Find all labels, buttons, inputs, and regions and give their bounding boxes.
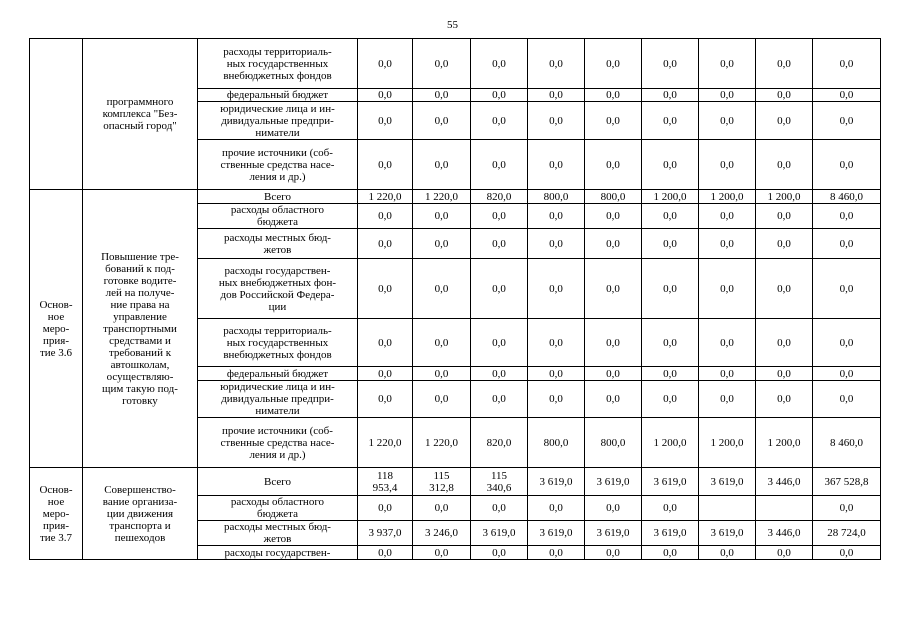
- amount-cell: 0,0: [585, 39, 642, 89]
- amount-cell: 0,0: [813, 259, 881, 319]
- amount-cell: 3 619,0: [528, 521, 585, 546]
- activity-description-cell: Повышение тре- бований к под- готовке водите- лей на получе- ние права на управление транспортными средствами и требований к автошколам, осуществляю- щим такую под- готовку: [83, 190, 198, 468]
- amount-cell: 0,0: [699, 89, 756, 102]
- amount-cell: 0,0: [413, 496, 471, 521]
- amount-cell: 0,0: [813, 229, 881, 259]
- amount-cell: 0,0: [413, 259, 471, 319]
- amount-cell: 0,0: [358, 39, 413, 89]
- amount-cell: 367 528,8: [813, 468, 881, 496]
- activity-description-cell: Совершенство- вание организа- ции движения транспорта и пешеходов: [83, 468, 198, 560]
- amount-cell: 1 200,0: [642, 190, 699, 204]
- amount-cell: 0,0: [471, 102, 528, 140]
- amount-cell: 3 619,0: [642, 468, 699, 496]
- amount-cell: 0,0: [813, 89, 881, 102]
- amount-cell: 0,0: [528, 496, 585, 521]
- amount-cell: 3 619,0: [471, 521, 528, 546]
- funding-source-cell: расходы местных бюд- жетов: [198, 521, 358, 546]
- funding-source-cell: Всего: [198, 190, 358, 204]
- funding-source-cell: расходы территориаль- ных государственных внебюджетных фондов: [198, 319, 358, 367]
- amount-cell: 0,0: [642, 319, 699, 367]
- amount-cell: 0,0: [358, 381, 413, 418]
- amount-cell: 0,0: [813, 367, 881, 381]
- amount-cell: 0,0: [471, 89, 528, 102]
- amount-cell: 0,0: [413, 89, 471, 102]
- amount-cell: 0,0: [528, 229, 585, 259]
- amount-cell: 3 619,0: [585, 468, 642, 496]
- amount-cell: 0,0: [358, 259, 413, 319]
- amount-cell: 0,0: [413, 319, 471, 367]
- amount-cell: 0,0: [358, 89, 413, 102]
- amount-cell: 0,0: [756, 89, 813, 102]
- amount-cell: 0,0: [756, 546, 813, 560]
- amount-cell: 28 724,0: [813, 521, 881, 546]
- amount-cell: 0,0: [642, 102, 699, 140]
- amount-cell: 0,0: [413, 39, 471, 89]
- page-number: 55: [447, 19, 458, 31]
- amount-cell: 0,0: [813, 546, 881, 560]
- amount-cell: 1 200,0: [642, 418, 699, 468]
- amount-cell: 0,0: [642, 140, 699, 190]
- amount-cell: 3 619,0: [642, 521, 699, 546]
- amount-cell: 0,0: [413, 229, 471, 259]
- amount-cell: 0,0: [756, 102, 813, 140]
- amount-cell: 0,0: [756, 259, 813, 319]
- amount-cell: 115 312,8: [413, 468, 471, 496]
- amount-cell: 0,0: [358, 546, 413, 560]
- amount-cell: 0,0: [756, 319, 813, 367]
- amount-cell: 0,0: [358, 140, 413, 190]
- funding-source-cell: федеральный бюджет: [198, 89, 358, 102]
- amount-cell: 0,0: [585, 546, 642, 560]
- amount-cell: 3 619,0: [528, 468, 585, 496]
- amount-cell: 8 460,0: [813, 418, 881, 468]
- amount-cell: 0,0: [642, 259, 699, 319]
- amount-cell: 0,0: [642, 204, 699, 229]
- funding-source-cell: юридические лица и ин- дивидуальные предпри- ниматели: [198, 381, 358, 418]
- amount-cell: 0,0: [413, 367, 471, 381]
- amount-cell: 0,0: [642, 229, 699, 259]
- amount-cell: 3 619,0: [699, 468, 756, 496]
- amount-cell: 0,0: [642, 496, 699, 521]
- funding-source-cell: юридические лица и ин- дивидуальные предпри- ниматели: [198, 102, 358, 140]
- amount-cell: 0,0: [813, 319, 881, 367]
- funding-source-cell: расходы областного бюджета: [198, 204, 358, 229]
- amount-cell: 0,0: [642, 546, 699, 560]
- amount-cell: 0,0: [813, 204, 881, 229]
- amount-cell: 0,0: [699, 259, 756, 319]
- activity-code-cell: Основ- ное меро- прия- тие 3.7: [30, 468, 83, 560]
- amount-cell: 0,0: [528, 102, 585, 140]
- amount-cell: 0,0: [699, 102, 756, 140]
- amount-cell: 0,0: [528, 319, 585, 367]
- amount-cell: 820,0: [471, 418, 528, 468]
- amount-cell: 115 340,6: [471, 468, 528, 496]
- amount-cell: 800,0: [585, 190, 642, 204]
- amount-cell: 118 953,4: [358, 468, 413, 496]
- funding-source-cell: прочие источники (соб- ственные средства насе- ления и др.): [198, 418, 358, 468]
- amount-cell: 0,0: [358, 102, 413, 140]
- funding-source-cell: расходы областного бюджета: [198, 496, 358, 521]
- amount-cell: [756, 496, 813, 521]
- amount-cell: 0,0: [358, 229, 413, 259]
- amount-cell: 1 220,0: [413, 418, 471, 468]
- amount-cell: 0,0: [699, 229, 756, 259]
- amount-cell: 0,0: [471, 259, 528, 319]
- activity-code-cell: Основ- ное меро- прия- тие 3.6: [30, 190, 83, 468]
- amount-cell: 0,0: [699, 204, 756, 229]
- amount-cell: 800,0: [585, 418, 642, 468]
- amount-cell: 0,0: [585, 89, 642, 102]
- amount-cell: 0,0: [471, 319, 528, 367]
- amount-cell: 1 220,0: [413, 190, 471, 204]
- activity-code-cell: [30, 39, 83, 190]
- amount-cell: 0,0: [699, 319, 756, 367]
- amount-cell: 0,0: [642, 39, 699, 89]
- amount-cell: 3 937,0: [358, 521, 413, 546]
- amount-cell: 1 220,0: [358, 418, 413, 468]
- amount-cell: 0,0: [756, 39, 813, 89]
- amount-cell: 0,0: [528, 546, 585, 560]
- amount-cell: 1 200,0: [756, 190, 813, 204]
- amount-cell: 3 246,0: [413, 521, 471, 546]
- amount-cell: 0,0: [756, 367, 813, 381]
- funding-source-cell: расходы государствен- ных внебюджетных фон- дов Российской Федера- ции: [198, 259, 358, 319]
- budget-table: [29, 38, 881, 560]
- amount-cell: 0,0: [528, 39, 585, 89]
- amount-cell: 0,0: [642, 381, 699, 418]
- amount-cell: 3 446,0: [756, 468, 813, 496]
- amount-cell: 0,0: [358, 319, 413, 367]
- amount-cell: 800,0: [528, 190, 585, 204]
- amount-cell: 0,0: [813, 140, 881, 190]
- amount-cell: 0,0: [585, 496, 642, 521]
- amount-cell: 0,0: [528, 89, 585, 102]
- amount-cell: 0,0: [413, 381, 471, 418]
- amount-cell: 0,0: [756, 381, 813, 418]
- amount-cell: 0,0: [358, 496, 413, 521]
- amount-cell: 0,0: [756, 204, 813, 229]
- amount-cell: 1 200,0: [699, 418, 756, 468]
- amount-cell: 0,0: [528, 367, 585, 381]
- amount-cell: 800,0: [528, 418, 585, 468]
- amount-cell: [699, 496, 756, 521]
- amount-cell: 0,0: [813, 102, 881, 140]
- amount-cell: 0,0: [642, 367, 699, 381]
- amount-cell: 0,0: [813, 381, 881, 418]
- amount-cell: 0,0: [699, 367, 756, 381]
- amount-cell: 0,0: [585, 140, 642, 190]
- amount-cell: 0,0: [413, 546, 471, 560]
- amount-cell: 820,0: [471, 190, 528, 204]
- amount-cell: 0,0: [413, 204, 471, 229]
- amount-cell: 3 619,0: [699, 521, 756, 546]
- amount-cell: 0,0: [585, 367, 642, 381]
- funding-source-cell: прочие источники (соб- ственные средства насе- ления и др.): [198, 140, 358, 190]
- amount-cell: 0,0: [699, 140, 756, 190]
- amount-cell: 0,0: [756, 229, 813, 259]
- funding-source-cell: расходы государствен-: [198, 546, 358, 560]
- amount-cell: 0,0: [413, 140, 471, 190]
- amount-cell: 0,0: [813, 496, 881, 521]
- table-body: [30, 39, 881, 560]
- amount-cell: 0,0: [471, 546, 528, 560]
- amount-cell: 0,0: [471, 204, 528, 229]
- table-row: [30, 468, 881, 496]
- amount-cell: 0,0: [358, 204, 413, 229]
- funding-source-cell: Всего: [198, 468, 358, 496]
- amount-cell: 0,0: [471, 229, 528, 259]
- amount-cell: 1 200,0: [756, 418, 813, 468]
- amount-cell: 0,0: [528, 259, 585, 319]
- amount-cell: 0,0: [471, 140, 528, 190]
- table-row: [30, 39, 881, 89]
- amount-cell: 0,0: [699, 546, 756, 560]
- amount-cell: 0,0: [471, 496, 528, 521]
- amount-cell: 0,0: [528, 204, 585, 229]
- amount-cell: 0,0: [585, 204, 642, 229]
- amount-cell: 0,0: [585, 229, 642, 259]
- amount-cell: 3 446,0: [756, 521, 813, 546]
- amount-cell: 0,0: [471, 367, 528, 381]
- amount-cell: 3 619,0: [585, 521, 642, 546]
- amount-cell: 0,0: [585, 381, 642, 418]
- funding-source-cell: расходы местных бюд- жетов: [198, 229, 358, 259]
- amount-cell: 0,0: [699, 381, 756, 418]
- funding-source-cell: федеральный бюджет: [198, 367, 358, 381]
- amount-cell: 0,0: [756, 140, 813, 190]
- amount-cell: 1 220,0: [358, 190, 413, 204]
- table-row: [30, 190, 881, 204]
- amount-cell: 8 460,0: [813, 190, 881, 204]
- amount-cell: 0,0: [471, 39, 528, 89]
- amount-cell: 0,0: [585, 102, 642, 140]
- amount-cell: 0,0: [471, 381, 528, 418]
- amount-cell: 0,0: [585, 319, 642, 367]
- amount-cell: 0,0: [813, 39, 881, 89]
- amount-cell: 0,0: [528, 140, 585, 190]
- amount-cell: 0,0: [642, 89, 699, 102]
- amount-cell: 0,0: [413, 102, 471, 140]
- amount-cell: 0,0: [585, 259, 642, 319]
- amount-cell: 0,0: [699, 39, 756, 89]
- funding-source-cell: расходы территориаль- ных государственных внебюджетных фондов: [198, 39, 358, 89]
- amount-cell: 1 200,0: [699, 190, 756, 204]
- amount-cell: 0,0: [358, 367, 413, 381]
- amount-cell: 0,0: [528, 381, 585, 418]
- activity-description-cell: программного комплекса "Без- опасный город": [83, 39, 198, 190]
